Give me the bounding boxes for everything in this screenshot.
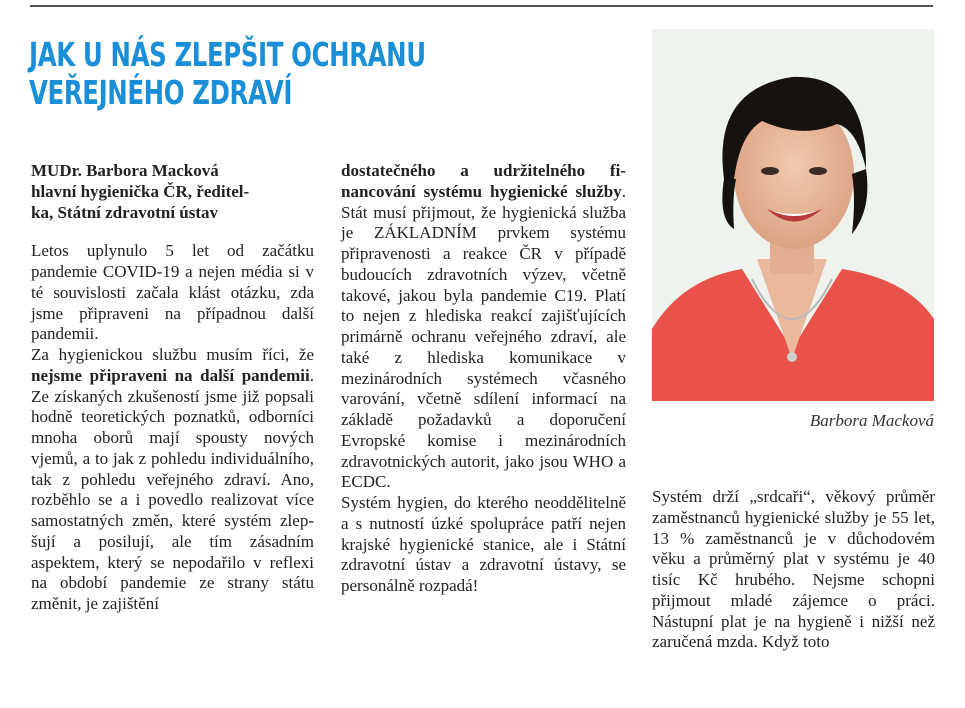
paragraph	[341, 161, 626, 493]
title-line-1: JAK U NÁS ZLEPŠIT OCHRANU	[29, 35, 426, 74]
column-2	[341, 161, 626, 597]
author-role-2: ka, Státní zdravotní ústav	[31, 202, 219, 222]
emphasis: nejsme připraveni na další pandemii	[31, 365, 310, 385]
text-run: . Ze získaných zkušeností jsme již popsali hodně teoretických poznatků, odborníci mnoha oborů mají spousty nových vjemů, a to jak z pohledu individuálního, tak z pohledu veřejného zdraví. Ano, rozběhlo se a i povedlo realizovat více samostatných změn, které systém zlepšují a posilují, ale tím zásadním aspektem, který se nepodařilo v reflexi na období pandemie ze strany státu změnit, je zajištění	[31, 365, 314, 613]
author-block	[31, 161, 314, 223]
emphasis: dostatečného a udržitelného financování systému hygienické služby	[341, 161, 626, 201]
author-photo	[652, 29, 934, 401]
portrait-illustration	[652, 29, 934, 401]
paragraph: Letos uplynulo 5 let od začátku pandemie COVID-19 a nejen média si v té souvislosti začala klást otázku, zda jsme připraveni na případnou další pandemii.	[31, 241, 314, 344]
column-1	[31, 161, 314, 615]
text-run: Za hygienickou službu musím říci, že	[31, 345, 314, 364]
paragraph: Systém hygien, do kterého neoddělitelně a s nutností úzké spolupráce patří nejen krajské hygienické stanice, ale i Státní zdravotní ústav a zdravotní ústavy, se personálně rozpadá!	[341, 493, 626, 595]
photo-caption: Barbora Macková	[809, 411, 934, 430]
paragraph: Systém drží „srdcaři“, věkový průměr zaměstnanců hygienické služby je 55 let, 13 % zaměstnanců je v důchodovém věku a průměrný plat v systému je 40 tisíc Kč hrubého. Nejsme schopni přijmout mladé zájemce o práci. Nástupní plat je na hygieně i nižší než zaručená mzda. Když toto	[652, 487, 935, 652]
author-role-1: hlavní hygienička ČR, ředitel-	[31, 181, 250, 201]
paragraph	[31, 345, 314, 615]
text-run: . Stát musí přijmout, že hygienická služba je ZÁKLADNÍM prvkem systému připravenosti a reakce ČR v případě budoucích zdravotních výzev, včetně takové, jakou byla pandemie C19. Platí to nejen z hlediska reakcí zajišťujících primárně ochranu veřejného zdraví, ale také z hlediska komunikace v mezinárodních systémech včasného varování, včetně sdílení informací na základě požadavků a doporučení Evropské komise i mezinárodních zdravotnických autorit, jako jsou WHO a ECDC.	[341, 181, 626, 492]
top-rule	[30, 5, 933, 7]
article-title	[29, 36, 473, 112]
author-name: MUDr. Barbora Macková	[31, 161, 219, 180]
title-line-2: VEŘEJNÉHO ZDRAVÍ	[29, 73, 293, 112]
column-3	[652, 487, 935, 653]
